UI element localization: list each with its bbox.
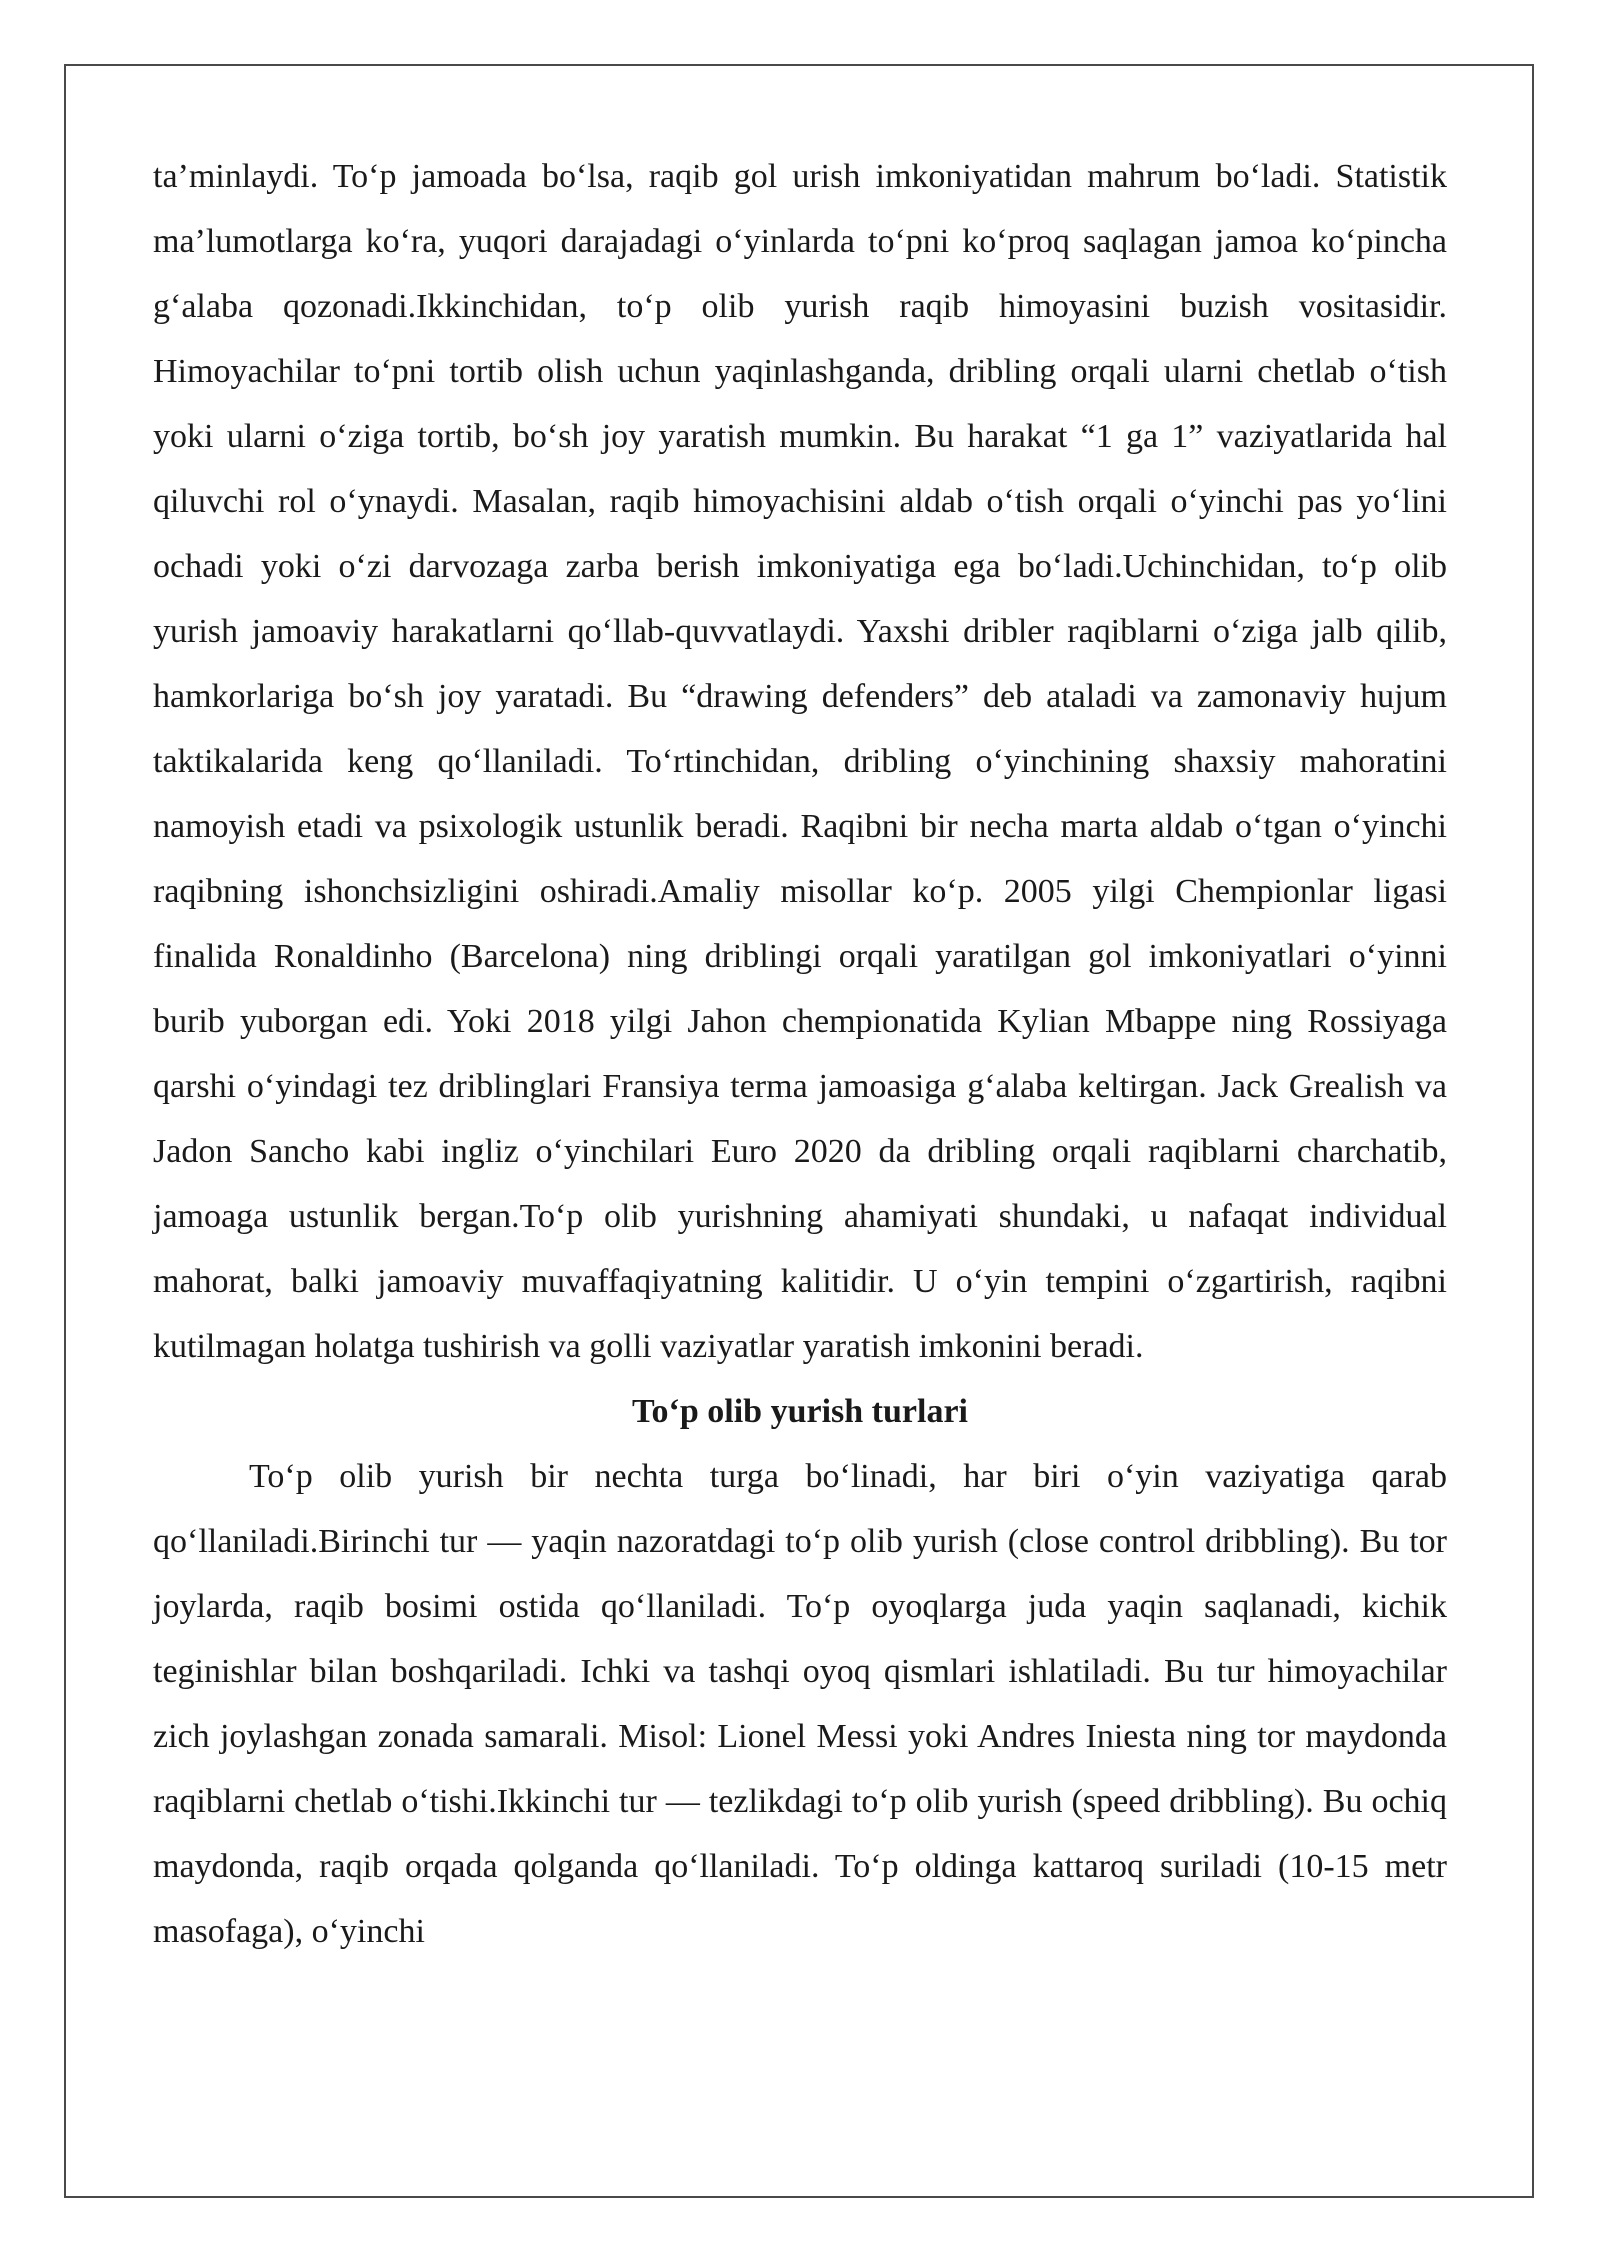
body-paragraph-1: ta’minlaydi. To‘p jamoada bo‘lsa, raqib gol urish imkoniyatidan mahrum bo‘ladi. Statistik ma’lumotlarga ko‘ra, yuqori darajadagi o‘yinlarda to‘pni ko‘proq saqlagan jamoa ko‘pincha g‘alaba qozonadi.Ikkinchidan, to‘p olib yurish raqib himoyasini buzish vositasidir. Himoyachilar to‘pni tortib olish uchun yaqinlashganda, dribling orqali ularni chetlab o‘tish yoki ularni o‘ziga tortib, bo‘sh joy yaratish mumkin. Bu harakat “1 ga 1” vaziyatlarida hal qiluvchi rol o‘ynaydi. Masalan, raqib himoyachisini aldab o‘tish orqali o‘yinchi pas yo‘lini ochadi yoki o‘zi darvozaga zarba berish imkoniyatiga ega bo‘ladi.Uchinchidan, to‘p olib yurish jamoaviy harakatlarni qo‘llab-quvvatlaydi. Yaxshi dribler raqiblarni o‘ziga jalb qilib, hamkorlariga bo‘sh joy yaratadi. Bu “drawing defenders” deb ataladi va zamonaviy hujum taktikalarida keng qo‘llaniladi. To‘rtinchidan, dribling o‘yinchining shaxsiy mahoratini namoyish etadi va psixologik ustunlik beradi. Raqibni bir necha marta aldab o‘tgan o‘yinchi raqibning ishonchsizligini oshiradi.Amaliy misollar ko‘p. 2005 yilgi Chempionlar ligasi finalida Ronaldinho (Barcelona) ning driblingi orqali yaratilgan gol imkoniyatlari o‘yinni burib yuborgan edi. Yoki 2018 yilgi Jahon chempionatida Kylian Mbappe ning Rossiyaga qarshi o‘yindagi tez driblinglari Fransiya terma jamoasiga g‘alaba keltirgan. Jack Grealish va Jadon Sancho kabi ingliz o‘yinchilari Euro 2020 da dribling orqali raqiblarni charchatib, jamoaga ustunlik bergan.To‘p olib yurishning ahamiyati shundaki, u nafaqat individual mahorat, balki jamoaviy muvaffaqiyatning kalitidir. U o‘yin tempini o‘zgartirish, raqibni kutilmagan holatga tushirish va golli vaziyatlar yaratish imkonini beradi. — [153, 158, 1447, 1365]
section-heading: To‘p olib yurish turlari — [632, 1393, 968, 1430]
document-body — [153, 144, 1447, 1964]
body-paragraph-2: To‘p olib yurish bir nechta turga bo‘linadi, har biri o‘yin vaziyatiga qarab qo‘llaniladi.Birinchi tur — yaqin nazoratdagi to‘p olib yurish (close control dribbling). Bu tor joylarda, raqib bosimi ostida qo‘llaniladi. To‘p oyoqlarga juda yaqin saqlanadi, kichik teginishlar bilan boshqariladi. Ichki va tashqi oyoq qismlari ishlatiladi. Bu tur himoyachilar zich joylashgan zonada samarali. Misol: Lionel Messi yoki Andres Iniesta ning tor maydonda raqiblarni chetlab o‘tishi.Ikkinchi tur — tezlikdagi to‘p olib yurish (speed dribbling). Bu ochiq maydonda, raqib orqada qolganda qo‘llaniladi. To‘p oldinga kattaroq suriladi (10-15 metr masofaga), o‘yinchi — [153, 1458, 1447, 1950]
